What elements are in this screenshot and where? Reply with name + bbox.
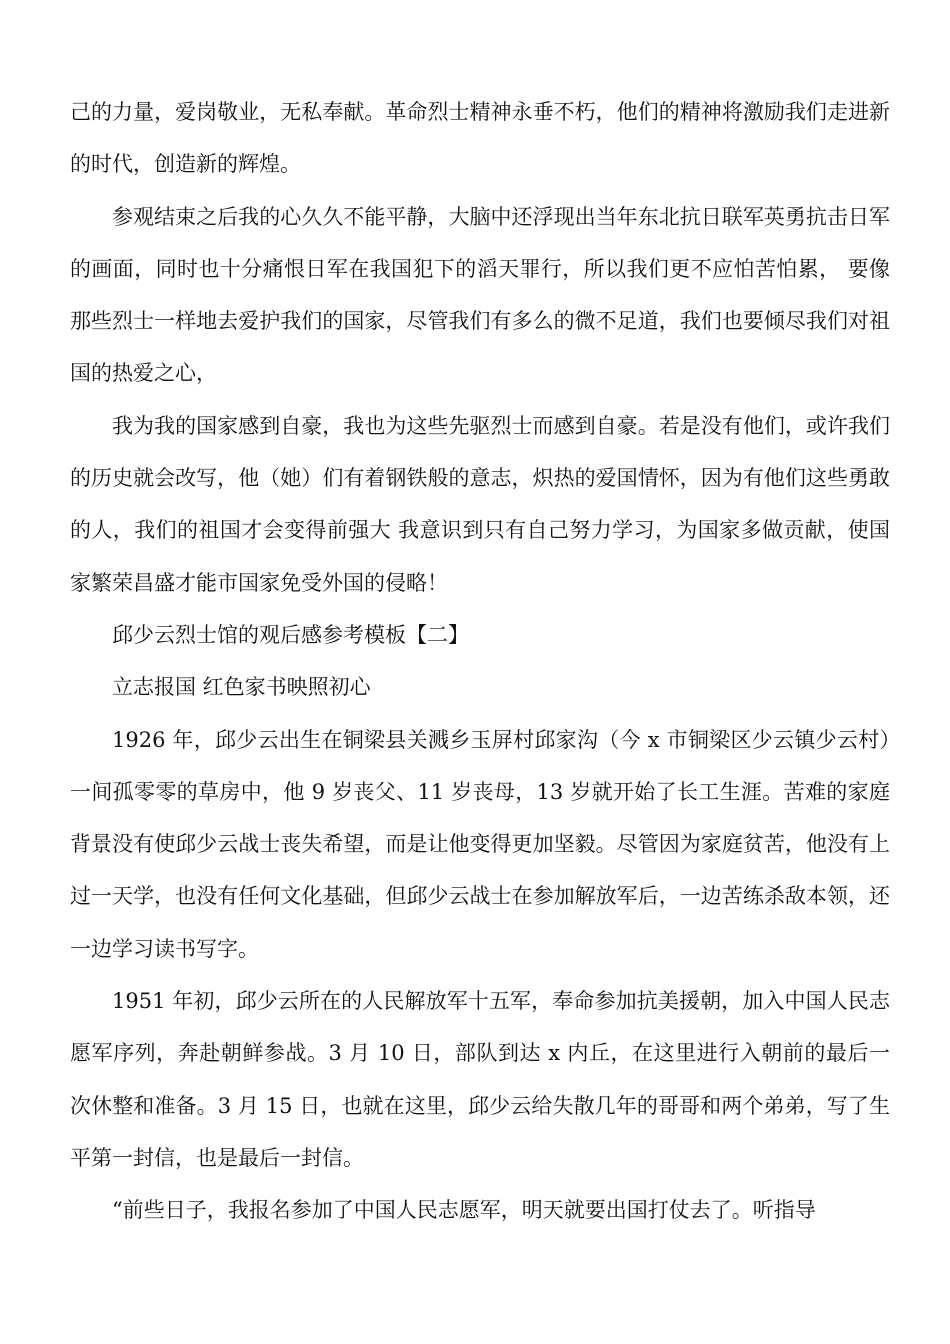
document-body: [70, 86, 890, 1237]
paragraph-letter-quote: “前些日子，我报名参加了中国人民志愿军，明天就要出国打仗去了。听指导: [112, 1198, 816, 1223]
paragraph-after-visit: 参观结束之后我的心久久不能平静，大脑中还浮现出当年东北抗日联军英勇抗击日军的画面，同时也十分痛恨日军在我国犯下的滔天罪行，所以我们更不应怕苦怕累， 要像那些烈士一样地去爱护我们的国家，尽管我们有多么的微不足道，我们也要倾尽我们对祖国的热爱之心，: [70, 204, 890, 386]
paragraph-1951: 1951 年初，邱少云所在的人民解放军十五军，奉命参加抗美援朝，加入中国人民志愿军序列，奔赴朝鲜参战。3 月 10 日，部队到达 x 内丘，在这里进行入朝前的最后一次休整和准备。3 月 15 日，也就在这里，邱少云给失散几年的哥哥和两个弟弟，写了生平第一封信，也是最后一封信。: [70, 989, 890, 1170]
section-subheading: 立志报国 红色家书映照初心: [112, 675, 371, 700]
paragraph-birth: 1926 年，邱少云出生在铜梁县关溅乡玉屏村邱家沟（今 x 市铜梁区少云镇少云村）一间孤零零的草房中，他 9 岁丧父、11 岁丧母，13 岁就开始了长工生涯。苦难的家庭背景没有使邱少云战士丧失希望，而是让他变得更加坚毅。尽管因为家庭贫苦，他没有上过一天学，也没有任何文化基础，但邱少云战士在参加解放军后，一边苦练杀敌本领，还一边学习读书写字。: [70, 727, 890, 961]
paragraph-pride: 我为我的国家感到自豪，我也为这些先驱烈士而感到自豪。若是没有他们，或许我们的历史就会改写，他（她）们有着钢铁般的意志，炽热的爱国情怀，因为有他们这些勇敢的人，我们的祖国才会变得前强大 我意识到只有自己努力学习，为国家多做贡献，使国家繁荣昌盛才能市国家免受外国的侵略！: [70, 413, 890, 595]
paragraph-continuation: 己的力量，爱岗敬业，无私奉献。革命烈士精神永垂不朽，他们的精神将激励我们走进新的时代，创造新的辉煌。: [70, 100, 890, 177]
section-heading: 邱少云烈士馆的观后感参考模板【二】: [112, 622, 469, 647]
